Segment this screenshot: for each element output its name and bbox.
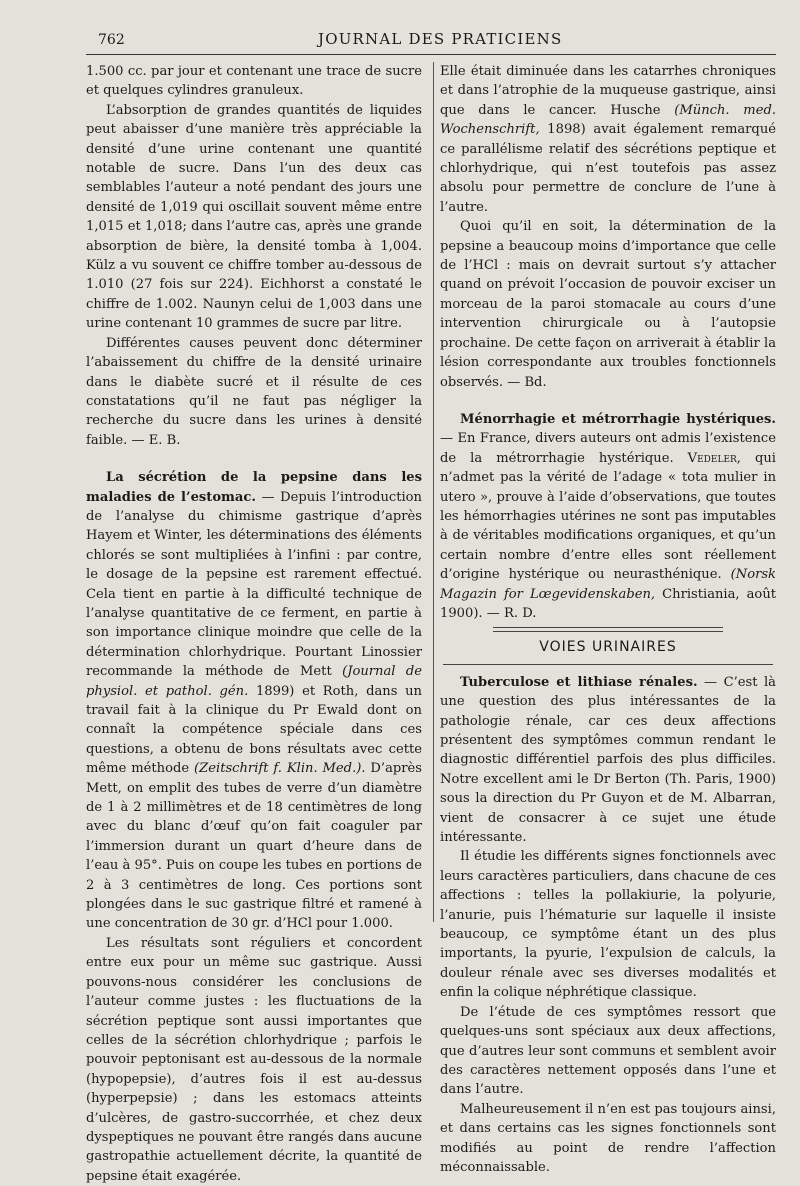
journal-title: JOURNAL DES PRATICIENS xyxy=(318,30,563,48)
double-rule-separator xyxy=(493,627,723,632)
paragraph: L’absorption de grandes quantités de liquides peut abaisser d’une manière très appréciable la densité d’une urine contenant une quantité notable de sucre. Dans l’un des deux cas semblables l’auteur a noté pendant des jours une densité de 1,019 qui oscillait souvent même entre 1,015 et 1,018; dans l’autre cas, après une grande absorption de bière, la densité tomba à 1,004. Külz a vu souvent ce chiffre tomber au-dessous de 1.010 (27 fois sur 224). Eichhorst a constaté le chiffre de 1.002. Naunyn celui de 1,003 dans une urine contenant 10 grammes de sucre par litre. xyxy=(86,102,422,332)
spacer xyxy=(86,450,422,468)
paragraph: Quoi qu’il en soit, la détermination de la pepsine a beaucoup moins d’importance que celle de l’HCl : mais on devrait surtout s’y attacher quand on prévoit l’occasion de pouvoir exciser un morceau de la paroi stomacale au cours d’une intervention chirurgicale ou à l’autopsie prochaine. De cette façon on arriverait à établir la lésion correspondante aux troubles fonctionnels observés. — Bd. xyxy=(440,219,776,390)
text-run: 1899) et Roth, dans un travail fait à la clinique du Pr Ewald dont on connaît la compétence spéciale dans ces questions, a obtenu de bons résultats avec cette même méthode xyxy=(86,683,422,777)
column-divider xyxy=(433,62,434,922)
paragraph: 1.500 cc. par jour et contenant une trace de sucre et quelques cylindres granuleux. xyxy=(86,64,422,99)
text-run: 1898) avait également remarqué ce parallélisme relatif des sécrétions peptique et chlorhydrique, qui n’est toutefois pas assez absolu pour permettre de conclure de l’une à l’autre. xyxy=(440,122,776,215)
paragraph: Malheureusement il n’en est pas toujours ainsi, et dans certains cas les signes fonctionnels sont modifiés au point de rendre l’affection méconnaissable. xyxy=(440,1101,776,1175)
article-title: La sécrétion de la pepsine dans les maladies de l’estomac. xyxy=(86,470,422,505)
article-paragraph xyxy=(440,673,776,848)
spacer xyxy=(440,392,776,410)
paragraph: Les résultats sont réguliers et concordent entre eux pour un même suc gastrique. Aussi pouvons-nous considérer les conclusions de l’auteur comme justes : les fluctuations de la sécrétion peptique sont aussi importantes que celles de la sécrétion chlorhydrique ; parfois le pouvoir peptonisant est au-dessous de la normale (hypopepsie), d’autres fois il est au-dessus (hyperpepsie) ; dans les estomacs atteints d’ulcères, de gastro-succorrhée, et chez deux dyspeptiques ne pouvant être rangés dans aucune gastropathie actuellement décrite, la quantité de pepsine était exagérée. xyxy=(86,935,422,1184)
text-run: — Depuis l’introduction de l’analyse du chimisme gastrique d’après Hayem et Winter, les déterminations des éléments chlorés se sont multipliées à l’infini : par contre, le dosage de la pepsine est rarement effectué. Cela tient en partie à la difficulté technique de l’analyse quantitative de ce ferment, en partie à son importance clinique moindre que celle de la détermination chlorhydrique. Pourtant Linossier recommande la méthode de Mett xyxy=(86,489,422,680)
author-name: Vedeler xyxy=(687,450,737,466)
text-run: D’après Mett, on emplit des tubes de verre d’un diamètre de 1 à 2 millimètres et de 18 centimètres de long avec du blanc d’œuf qu’on fait coaguler par l’immersion durant un quart d’heure dans de l’eau à 95°. Puis on coupe les tubes en portions de 2 à 3 centimètres de long. Ces portions sont plongées dans le suc gastrique filtré et ramené à une concentration de 30 gr. d’HCl pour 1.000. xyxy=(86,761,423,932)
page-number: 762 xyxy=(98,32,125,48)
article-paragraph xyxy=(440,410,776,623)
header-rule xyxy=(86,54,776,55)
left-column xyxy=(86,62,422,1186)
citation: (Journal de physiol. et pathol. gén. xyxy=(86,664,422,699)
text-run: Elle était diminuée dans les catarrhes chroniques et dans l’atrophie de la muqueuse gastrique, ainsi que dans le cancer. Husche xyxy=(440,64,776,118)
citation: (Zeitschrift f. Klin. Med.). xyxy=(194,761,366,777)
citation: (Norsk Magazin for Lœgevidenskaben, xyxy=(440,567,776,602)
spacer xyxy=(440,665,776,673)
article-title: Ménorrhagie et métrorrhagie hystériques. xyxy=(460,411,776,427)
article-title: Tuberculose et lithiase rénales. xyxy=(460,674,698,690)
paragraph: Il étudie les différents signes fonctionnels avec leurs caractères particuliers, dans chacune de ces affections : telles la pollakiurie, la polyurie, l’anurie, puis l’hématurie sur laquelle il insiste beaucoup, ce symptôme étant un des plus importants, la pyurie, l’expulsion de calculs, la douleur rénale avec ses diverses modalités et enfin la colique néphrétique classique. xyxy=(440,849,776,1001)
right-column xyxy=(440,62,776,1177)
paragraph xyxy=(440,62,776,217)
paragraph: Différentes causes peuvent donc déterminer l’abaissement du chiffre de la densité urinaire dans le diabète sucré et il résulte de ces constatations qu’il ne faut pas négliger la recherche du sucre dans les urines à densité faible. — E. B. xyxy=(86,335,422,448)
section-heading: VOIES URINAIRES xyxy=(539,639,677,656)
text-run: Christiania, août 1900). — R. D. xyxy=(440,586,777,621)
text-run: , qui n’admet pas la vérité de l’adage « tota mulier in utero », prouve à l’aide d’observations, que toutes les hémorrhagies utérines ne sont pas imputables à de véritables modifications organiques, et qu’un certain nombre d’entre elles sont réellement d’origine hystérique ou neurasthénique. xyxy=(440,450,776,583)
text-run: — En France, divers auteurs ont admis l’existence de la métrorrhagie hystérique. xyxy=(440,431,776,466)
article-paragraph xyxy=(86,468,422,934)
paragraph: De l’étude de ces symptômes ressort que quelques-uns sont spéciaux aux deux affections, que d’autres leur sont communs et semblent avoir des caractères nettement opposés dans l’une et dans l’autre. xyxy=(440,1004,776,1098)
text-run: — C’est là une question des plus intéressantes de la pathologie rénale, car ces deux affections présentent des symptômes commun rendant le diagnostic différentiel parfois des plus difficiles. Notre excellent ami le Dr Berton (Th. Paris, 1900) sous la direction du Pr Guyon et de M. Albarran, vient de consacrer à ce sujet une étude intéressante. xyxy=(440,674,776,846)
page-header xyxy=(86,30,776,52)
citation: (Münch. med. Wochenschrift, xyxy=(440,102,777,138)
